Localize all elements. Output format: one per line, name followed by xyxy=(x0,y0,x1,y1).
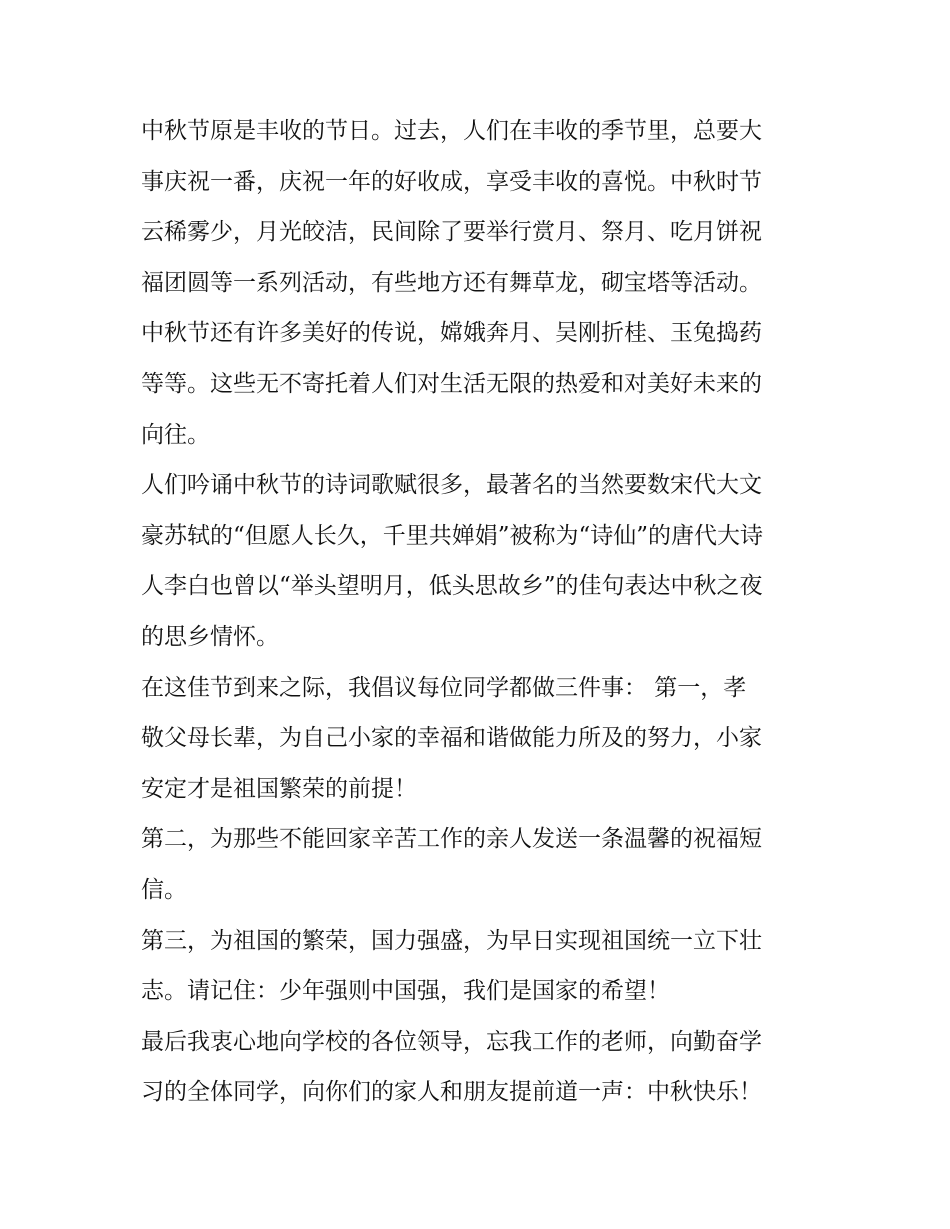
paragraph-mid-autumn-origin xyxy=(141,106,821,460)
text-line: 第二，为那些不能回家辛苦工作的亲人发送一条温馨的祝福短 xyxy=(141,826,762,853)
text-line: 豪苏轼的“但愿人长久，千里共婵娟”被称为“诗仙”的唐代大诗 xyxy=(141,522,764,549)
text-line: 志。请记住：少年强则中国强，我们是国家的希望！ xyxy=(141,978,670,1005)
text-line: 中秋节还有许多美好的传说，嫦娥奔月、吴刚折桂、玉兔捣药 xyxy=(141,320,762,347)
text-line: 习的全体同学，向你们的家人和朋友提前道一声：中秋快乐！ xyxy=(141,1079,762,1106)
text-line: 最后我衷心地向学校的各位领导，忘我工作的老师，向勤奋学 xyxy=(141,1028,762,1055)
paragraph-closing xyxy=(141,1017,821,1118)
text-line: 福团圆等一系列活动，有些地方还有舞草龙，砌宝塔等活动。 xyxy=(141,269,762,296)
paragraph-proposal-second xyxy=(141,814,821,915)
text-line: 敬父母长辈，为自己小家的幸福和谐做能力所及的努力，小家 xyxy=(141,725,762,752)
text-line: 等等。这些无不寄托着人们对生活无限的热爱和对美好未来的 xyxy=(141,370,762,397)
text-line: 向往。 xyxy=(141,421,210,448)
text-line: 在这佳节到来之际，我倡议每位同学都做三件事： 第一，孝 xyxy=(141,674,747,701)
text-line: 人李白也曾以“举头望明月，低头思故乡”的佳句表达中秋之夜 xyxy=(141,573,763,600)
text-line: 信。 xyxy=(141,876,187,903)
text-line: 的思乡情怀。 xyxy=(141,623,279,650)
text-line: 中秋节原是丰收的节日。过去，人们在丰收的季节里，总要大 xyxy=(141,118,762,144)
text-line: 第三，为祖国的繁荣，国力强盛，为早日实现祖国统一立下壮 xyxy=(141,927,762,954)
document-body xyxy=(141,106,821,1118)
paragraph-proposal-first xyxy=(141,663,821,815)
text-line: 云稀雾少，月光皎洁，民间除了要举行赏月、祭月、吃月饼祝 xyxy=(141,219,762,246)
text-line: 事庆祝一番，庆祝一年的好收成，享受丰收的喜悦。中秋时节 xyxy=(141,168,762,195)
text-line: 安定才是祖国繁荣的前提！ xyxy=(141,775,417,802)
text-line: 人们吟诵中秋节的诗词歌赋很多，最著名的当然要数宋代大文 xyxy=(141,472,762,499)
paragraph-poems xyxy=(141,460,821,662)
paragraph-proposal-third xyxy=(141,916,821,1017)
